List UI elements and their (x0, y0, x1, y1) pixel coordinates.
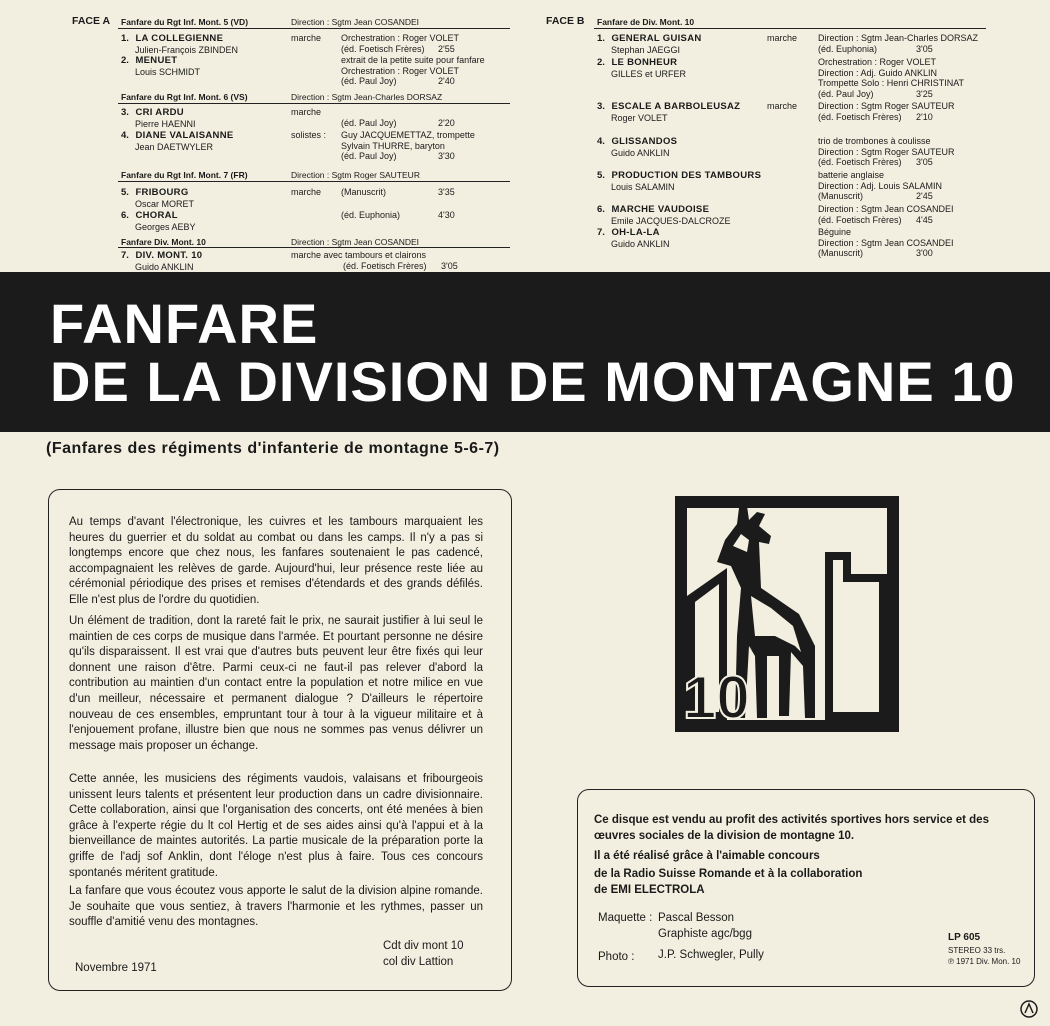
track-title: GLISSANDOS (611, 136, 678, 147)
track-title: DIANE VALAISANNE (135, 130, 234, 141)
track-type: solistes : (291, 130, 327, 140)
track-type: marche avec tambours et clairons (291, 250, 427, 260)
section-direction: Direction : Sgtm Jean COSANDEI (291, 237, 420, 247)
track-type: marche (291, 107, 322, 117)
track-time: 3'05 (441, 261, 458, 271)
track-composer: Guido ANKLIN (611, 238, 670, 249)
maquette-label: Maquette : (598, 912, 653, 924)
track-type: marche (767, 33, 798, 43)
track-b6: 6. MARCHE VAUDOISE Emile JACQUES-DALCROZE (597, 204, 731, 226)
info-line2: œuvres sociales de la division de montagne 10. (594, 830, 855, 842)
track-5: 5. FRIBOURG Oscar MORET (121, 187, 195, 209)
track-type: marche (767, 101, 798, 111)
info-line1: Ce disque est vendu au profit des activités sportives hors service et des (594, 814, 989, 826)
track-title: GENERAL GUISAN (611, 33, 702, 44)
album-title-line1: FANFARE (50, 292, 319, 355)
track-time: 3'30 (438, 151, 455, 161)
catalog-number: LP 605 (948, 932, 981, 943)
track-time: 2'40 (438, 76, 455, 86)
track-time: 3'35 (438, 187, 455, 197)
track-details: Direction : Sgtm Jean-Charles DORSAZ (éd. Euphonia) (818, 33, 979, 54)
liner-paragraph: Au temps d'avant l'électronique, les cuivres et les tambours marquaient les heures du guerrier et du soldat au combat ou dans les camps. Il n'y a pas si longtemps encore que chez nous, les fanfares soutenaient le pas cadencé, accompagnaient les relèves de garde. Aujourd'hui, leur présence reste liée au cérémonial périodique des prises et remises d'étendards et des grands défilés. Elle n'est plus de l'ordre du quotidien. (69, 516, 483, 606)
track-title: LE BONHEUR (611, 57, 678, 68)
track-details: (éd. Paul Joy) (341, 117, 397, 128)
track-title: PRODUCTION DES TAMBOURS (611, 170, 762, 181)
maquette-value1: Pascal Besson (658, 912, 735, 924)
face-a-label: FACE A (72, 15, 111, 27)
track-title: MARCHE VAUDOISE (611, 204, 710, 215)
track-composer: Pierre HAENNI (135, 118, 196, 129)
track-details: Guy JACQUEMETTAZ, trompette Sylvain THURRE, baryton (éd. Paul Joy) (341, 130, 475, 161)
track-b1: 1. GENERAL GUISAN Stephan JAEGGI (597, 33, 702, 55)
track-composer: Jean DAETWYLER (135, 141, 214, 152)
track-time: 2'55 (438, 43, 455, 54)
track-b5: 5. PRODUCTION DES TAMBOURS Louis SALAMIN (597, 170, 762, 192)
section-header: Fanfare Div. Mont. 10 (121, 237, 206, 247)
track-title: MENUET (135, 55, 178, 66)
title-banner (0, 272, 1050, 432)
track-details: Orchestration : Roger VOLET Direction : Adj. Guido ANKLIN Trompette Solo : Henri CHRISTINAT (éd. Paul Joy) (818, 57, 965, 99)
track-7: 7. DIV. MONT. 10 Guido ANKLIN (121, 250, 203, 272)
section-header: Fanfare de Div. Mont. 10 (597, 17, 695, 27)
track-time: 3'05 (916, 43, 933, 54)
track-title: LA COLLEGIENNE (135, 33, 224, 44)
track-composer: GILLES et URFER (611, 68, 687, 79)
track-details: Béguine Direction : Sgtm Jean COSANDEI (Manuscrit) (818, 227, 954, 258)
album-subtitle: (Fanfares des régiments d'infanterie de montagne 5-6-7) (46, 440, 500, 457)
track-composer: Emile JACQUES-DALCROZE (611, 215, 731, 226)
divider (118, 103, 510, 104)
track-time: 4'45 (916, 214, 933, 225)
liner-date: Novembre 1971 (75, 962, 157, 974)
track-time: 3'25 (916, 88, 933, 99)
track-composer: Louis SALAMIN (611, 181, 675, 192)
track-time: 4'30 (438, 210, 455, 220)
track-composer: Julien-François ZBINDEN (135, 44, 239, 55)
track-composer: Roger VOLET (611, 112, 668, 123)
track-type: marche (291, 33, 322, 43)
liner-paragraph: Cette année, les musiciens des régiments vaudois, valaisans et fribourgeois unissent leurs talents et présentent leur production dans un cadre divisionnaire. Cette collaboration, ainsi que l'organisation des concerts, ont été menées à bien grâce à l'experte régie du lt col Hertig et de ses aides ainsi qu'à l'appui et à la bienveillance de maintes autorités. La partie musicale de la préparation porte la griffe de l'adj sof Anklin, dont l'éloge n'est plus à faire. Tous ces concours spontanés méritent gratitude. (69, 773, 483, 879)
signature-line2: col div Lattion (383, 956, 454, 968)
liner-paragraph: Un élément de tradition, dont la rareté fait le prix, ne saurait justifier à lui seul le maintien de ces corps de musique dans l'armée. Et pourtant personne ne désire qu'ils disparaissent. Il est vrai que d'autres buts peuvent leur être fixés qui leur donnent une raison d'être. Parmi ceux-ci ne faut-il pas relever d'abord la contribution au maintien d'un contact entre la population et notre milice en vue d'un meilleur, nécessaire et permanent dialogue ? D'ailleurs le répertoire nouveau de ces ensembles, empruntant tour à tour à la vigueur militaire et à l'enjouement profane, illustre bien que nous ne sommes pas venus délivrer un message mais proposer un échange. (69, 615, 483, 752)
record-label-logo-icon (1020, 1000, 1038, 1018)
track-6: 6. CHORAL Georges AEBY (121, 210, 196, 232)
track-details: trio de trombones à coulisse Direction : Sgtm Roger SAUTEUR (éd. Foetisch Frères) (818, 136, 955, 167)
divider (118, 181, 510, 182)
divider (118, 247, 510, 248)
track-title: DIV. MONT. 10 (135, 250, 203, 261)
track-time: 2'45 (916, 191, 933, 201)
credits-box (577, 789, 1035, 987)
chamois-emblem-icon (675, 496, 899, 732)
track-b7: 7. OH-LA-LA Guido ANKLIN (597, 227, 670, 249)
track-title: ESCALE A BARBOLEUSAZ (611, 101, 741, 112)
album-title-line2: DE LA DIVISION DE MONTAGNE 10 (50, 350, 1016, 413)
track-details: Direction : Sgtm Roger SAUTEUR (éd. Foetisch Frères) (818, 101, 955, 122)
track-composer: Guido ANKLIN (135, 261, 194, 272)
section-header: Fanfare du Rgt Inf. Mont. 7 (FR) (121, 170, 248, 180)
track-title: CHORAL (135, 210, 178, 221)
maquette-value2: Graphiste agc/bgg (658, 928, 752, 940)
section-header: Fanfare du Rgt Inf. Mont. 5 (VD) (121, 17, 249, 27)
track-details: (Manuscrit) (341, 187, 387, 197)
photo-value: J.P. Schwegler, Pully (658, 949, 764, 961)
face-b-label: FACE B (546, 15, 585, 27)
track-time: 3'00 (916, 248, 933, 258)
track-type: marche (291, 187, 322, 197)
section-direction: Direction : Sgtm Jean-Charles DORSAZ (291, 92, 443, 102)
liner-notes-box (48, 489, 512, 991)
section-direction: Direction : Sgtm Roger SAUTEUR (291, 170, 420, 180)
copyright-info: ℗ 1971 Div. Mon. 10 (948, 957, 1021, 966)
section-direction: Direction : Sgtm Jean COSANDEI (291, 17, 420, 27)
track-details: Orchestration : Roger VOLET (éd. Foetisch Frères) (341, 33, 460, 54)
info-bold1: Il a été réalisé grâce à l'aimable concours (594, 850, 820, 862)
track-details: (éd. Euphonia) (341, 210, 401, 220)
track-b3: 3. ESCALE A BARBOLEUSAZ Roger VOLET (597, 101, 741, 123)
stereo-info: STEREO 33 trs. (948, 946, 1006, 955)
track-b2: 2. LE BONHEUR GILLES et URFER (597, 57, 687, 79)
track-details: extrait de la petite suite pour fanfare Orchestration : Roger VOLET (éd. Paul Joy) (341, 55, 485, 86)
track-1: 1. LA COLLEGIENNE Julien-François ZBINDEN (121, 33, 239, 55)
track-title: OH-LA-LA (611, 227, 660, 238)
track-time: 2'10 (916, 111, 933, 122)
track-3: 3. CRI ARDU Pierre HAENNI (121, 107, 196, 129)
track-title: FRIBOURG (135, 187, 189, 198)
emblem-number: 10 (683, 664, 750, 731)
track-composer: Oscar MORET (135, 198, 195, 209)
section-header: Fanfare du Rgt Inf. Mont. 6 (VS) (121, 92, 248, 102)
track-composer: Louis SCHMIDT (135, 66, 201, 77)
track-details: Direction : Sgtm Jean COSANDEI (éd. Foetisch Frères) (818, 204, 954, 225)
divider (118, 28, 510, 29)
track-details: (éd. Foetisch Frères) (343, 261, 427, 271)
track-composer: Guido ANKLIN (611, 147, 670, 158)
track-4: 4. DIANE VALAISANNE Jean DAETWYLER (121, 130, 234, 152)
liner-paragraph: La fanfare que vous écoutez vous apporte le salut de la division alpine romande. Je souhaite que vous sentiez, à travers l'harmonie et les rythmes, passer un souffle d'amitié venu des montagnes. (69, 885, 483, 929)
info-bold2: de la Radio Suisse Romande et à la collaboration (594, 868, 863, 880)
track-2: 2. MENUET Louis SCHMIDT (121, 55, 201, 77)
track-b4: 4. GLISSANDOS Guido ANKLIN (597, 136, 678, 158)
track-time: 2'20 (438, 117, 455, 128)
info-bold3: de EMI ELECTROLA (594, 884, 705, 896)
track-title: CRI ARDU (135, 107, 184, 118)
divider (594, 28, 986, 29)
track-composer: Georges AEBY (135, 221, 196, 232)
track-composer: Stephan JAEGGI (611, 44, 681, 55)
track-time: 3'05 (916, 157, 933, 167)
track-details: batterie anglaise Direction : Adj. Louis SALAMIN (Manuscrit) (818, 170, 943, 201)
photo-label: Photo : (598, 951, 635, 963)
signature-line1: Cdt div mont 10 (383, 940, 464, 952)
